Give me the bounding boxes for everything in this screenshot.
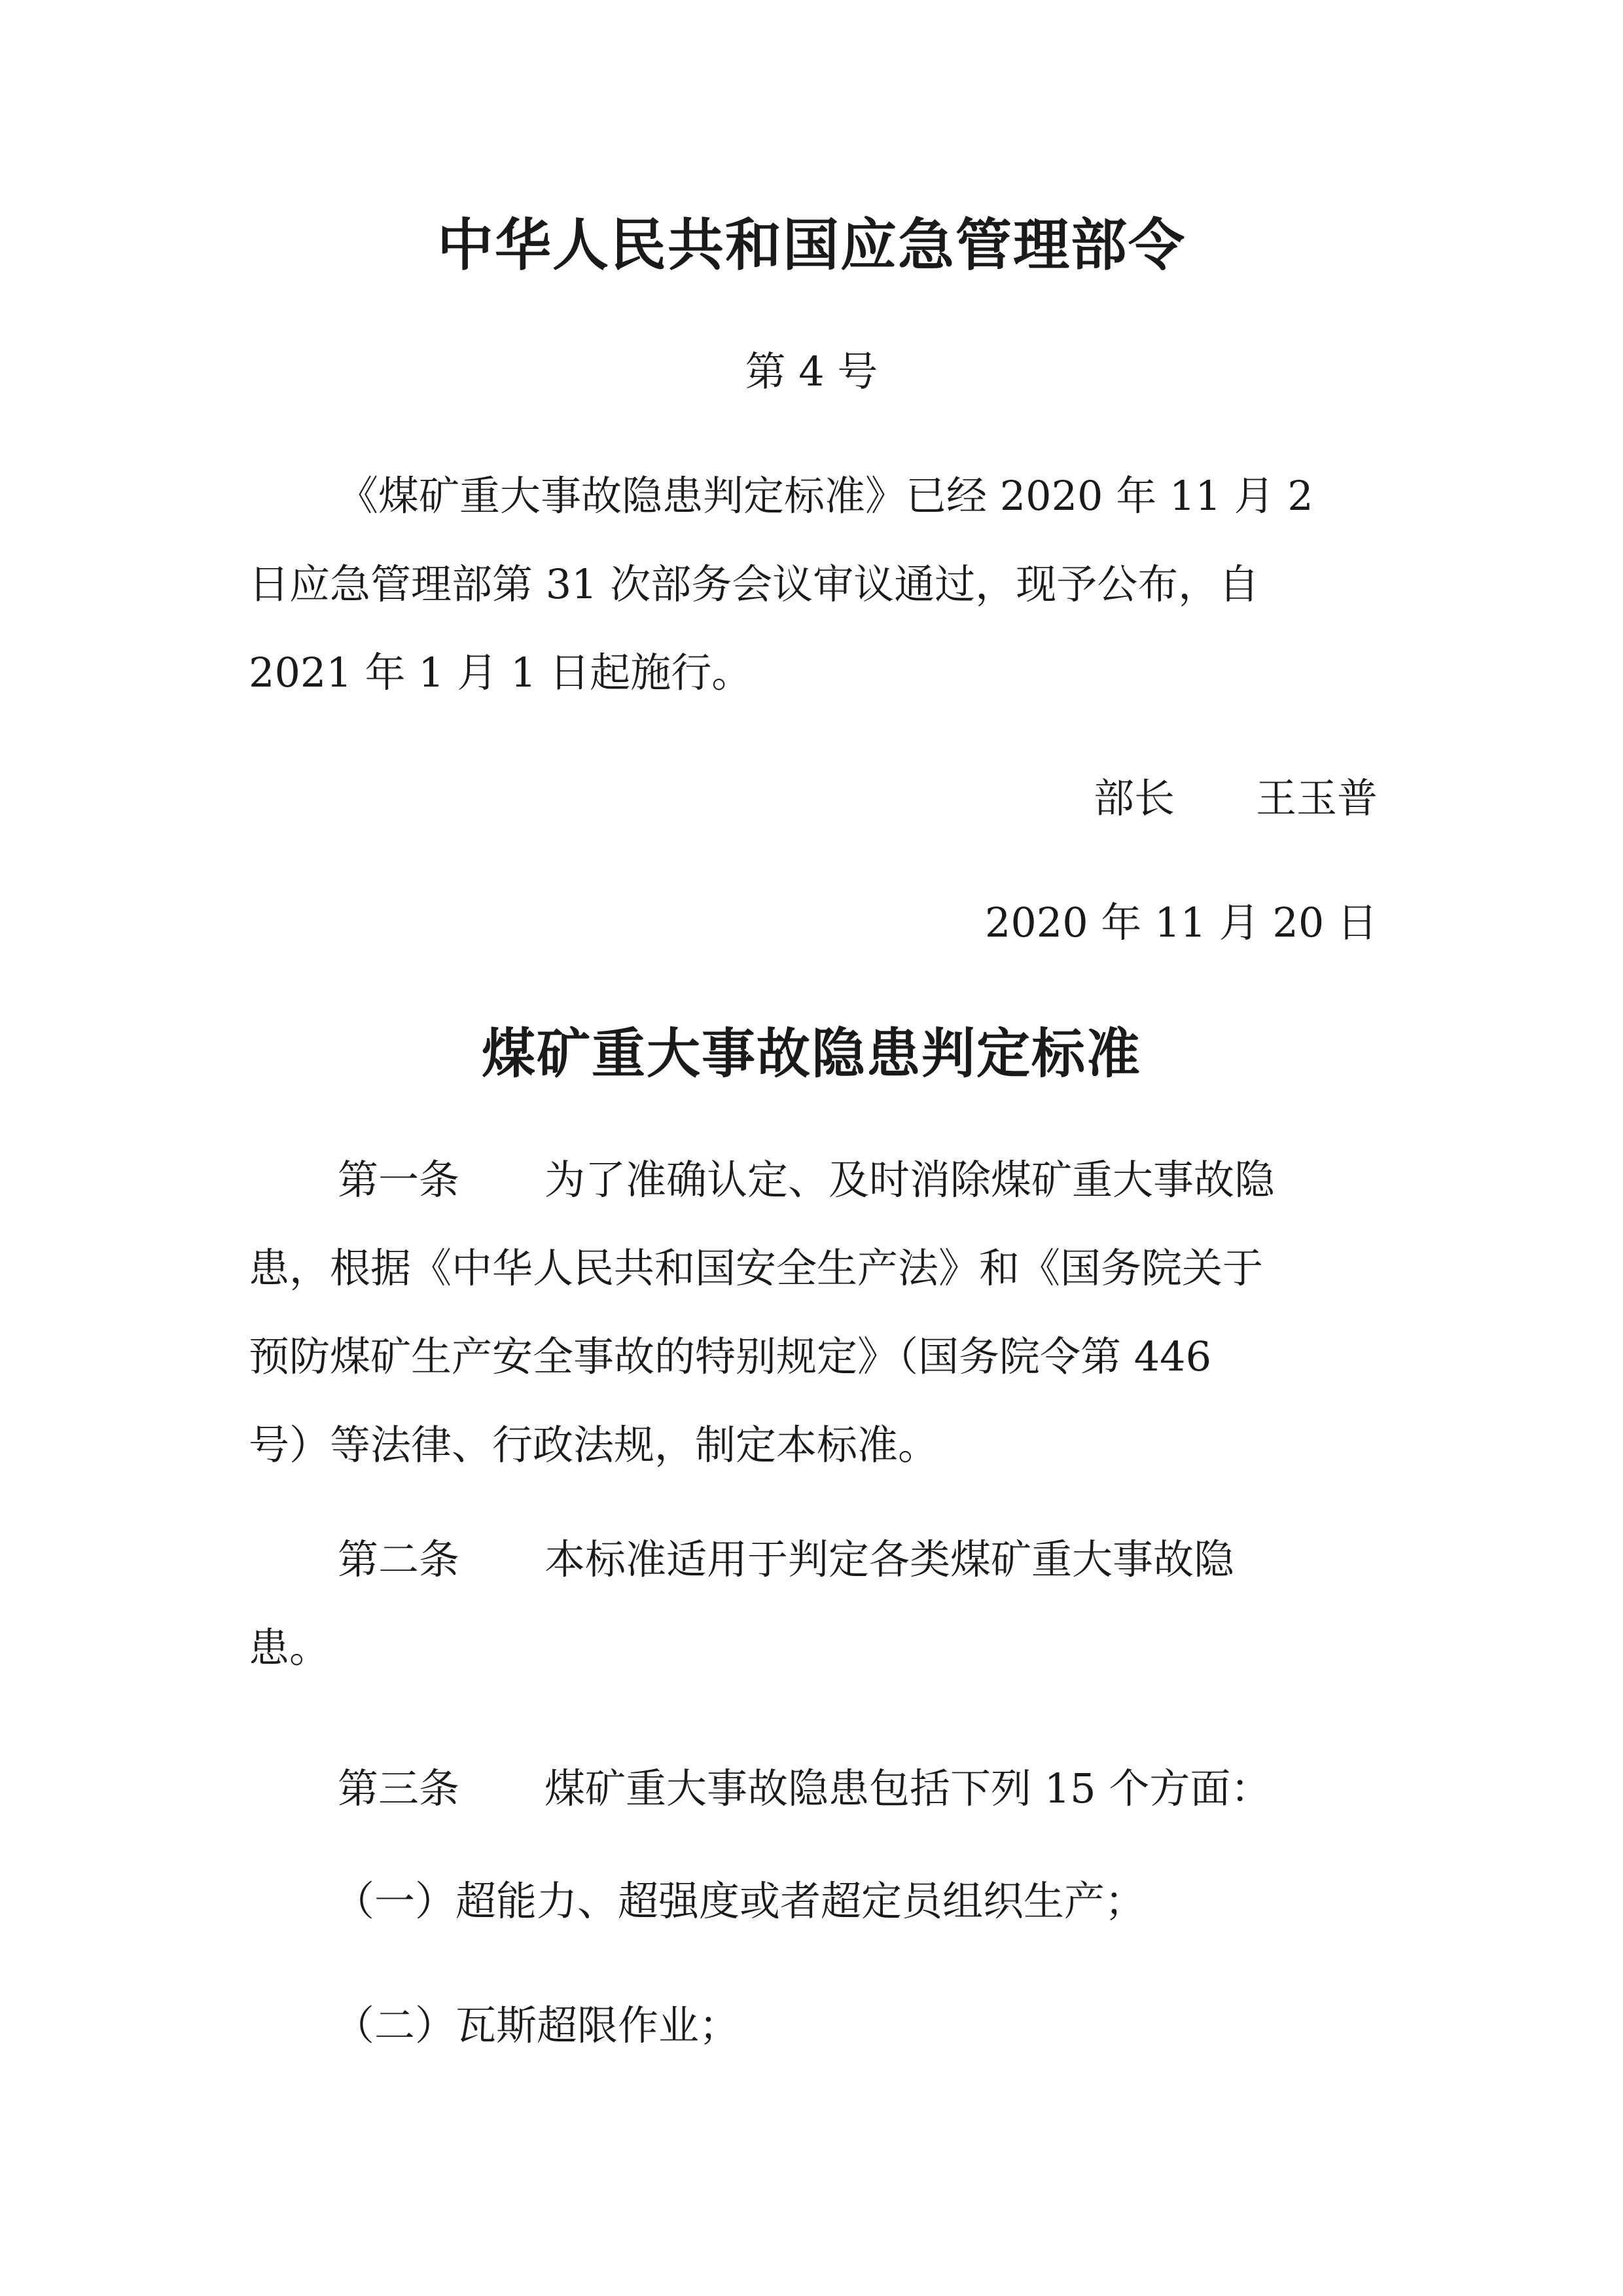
order-body-line: 《煤矿重大事故隐患判定标准》已经 2020 年 11 月 2 xyxy=(338,472,1313,520)
order-body-line: 日应急管理部第 31 次部务会议审议通过，现予公布，自 xyxy=(249,560,1260,608)
article-2-line: 本标准适用于判定各类煤矿重大事故隐 xyxy=(544,1535,1235,1583)
standard-title: 煤矿重大事故隐患判定标准 xyxy=(481,1023,1141,1085)
article-1-line: 患，根据《中华人民共和国安全生产法》和《国务院关于 xyxy=(249,1244,1264,1292)
article-1-label: 第一条 xyxy=(338,1156,460,1204)
order-body-line: 2021 年 1 月 1 日起施行。 xyxy=(249,649,753,696)
article-1 xyxy=(249,1136,1361,1489)
article-2-line: 患。 xyxy=(249,1624,330,1672)
article-3-label: 第三条 xyxy=(338,1765,460,1812)
list-item: （一）超能力、超强度或者超定员组织生产； xyxy=(334,1877,1146,1925)
article-1-line: 号）等法律、行政法规，制定本标准。 xyxy=(249,1421,939,1469)
article-2 xyxy=(249,1515,1361,1692)
article-3 xyxy=(249,1744,1361,1833)
article-1-line: 为了准确认定、及时消除煤矿重大事故隐 xyxy=(544,1156,1275,1204)
order-number: 第 4 号 xyxy=(745,348,878,395)
article-2-label: 第二条 xyxy=(338,1535,460,1583)
order-body xyxy=(249,452,1361,717)
list-item: （二）瓦斯超限作业； xyxy=(334,2001,740,2049)
signature: 部长 王玉普 xyxy=(1093,774,1378,822)
article-3-text: 煤矿重大事故隐患包括下列 15 个方面： xyxy=(544,1765,1272,1812)
order-title: 中华人民共和国应急管理部令 xyxy=(437,213,1186,278)
order-date: 2020 年 11 月 20 日 xyxy=(984,899,1378,946)
article-1-line: 预防煤矿生产安全事故的特别规定》（国务院令第 446 xyxy=(249,1333,1212,1380)
